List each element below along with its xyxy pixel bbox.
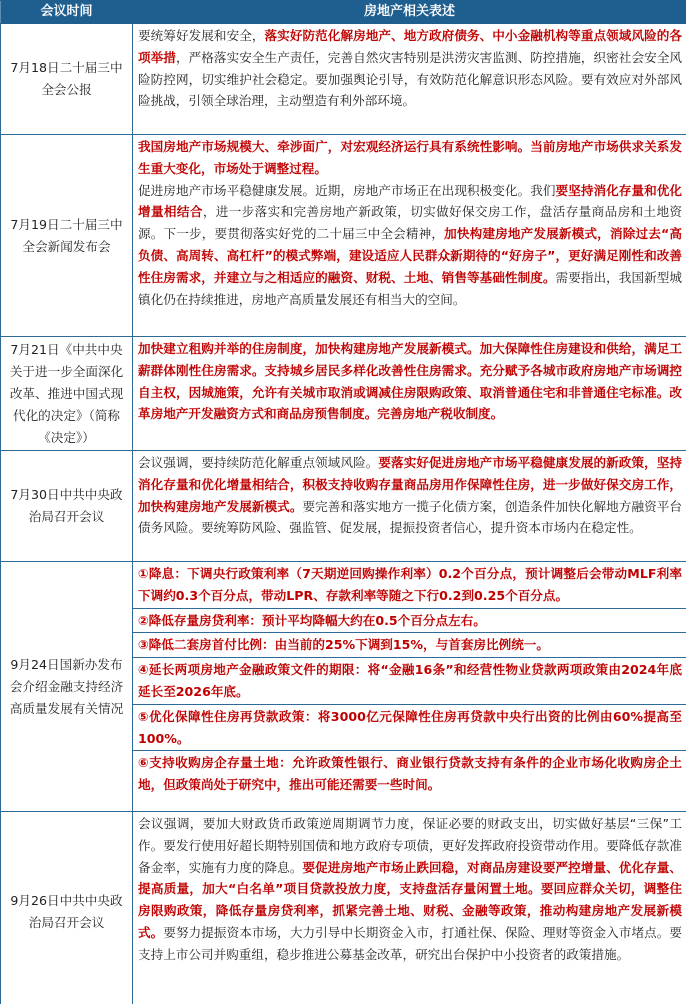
header-content: 房地产相关表述 (133, 1, 686, 24)
highlight-text: 加快构建房地产发展新模式，消除过去“高负债、高周转、高杠杆”的模式弊端，建设适应人民群众新期待的“好房子”，更好满足刚性和改善性住房需求，并建立与之相适应的融资、财税、土地、销售等基础性制度。 (138, 226, 682, 285)
policy-item: ⑤优化保障性住房再贷款政策：将3000亿元保障性住房再贷款中央行出资的比例由60%提高至100%。 (133, 704, 686, 750)
highlight-text: 要坚持消化存量和优化增量相结合 (138, 182, 683, 220)
row-date: 7月21日《中共中央关于进一步全面深化改革、推进中国式现代化的决定》（简称《决定》） (1, 337, 133, 451)
row-date: 9月24日国新办发布会介绍金融支持经济高质量发展有关情况 (1, 562, 133, 812)
policy-item: ①降息：下调央行政策利率（7天期逆回购操作利率）0.2个百分点，预计调整后会带动MLF利率下调约0.3个百分点，带动LPR、存款利率等随之下行0.2到0.25个百分点。 (138, 566, 682, 603)
body-text: 要努力提振资本市场，大力引导中长期资金入市，打通社保、保险、理财等资金入市堵点。要支持上市公司并购重组，稳步推进公募基金改革，研究出台保护中小投资者的政策措施。 (138, 924, 683, 962)
table-row (1, 24, 686, 135)
body-text: 要完善和落实地方一揽子化债方案，创造条件加快化解地方融资平台债务风险。要统筹防风险、强监管、促发展，提振投资者信心，提升资本市场内在稳定性。 (138, 498, 683, 536)
highlight-text: 要落实好促进房地产市场平稳健康发展的新政策，坚持消化存量和优化增量相结合，积极支持收购存量商品房用作保障性住房，进一步做好保交房工作，加快构建房地产发展新模式。 (138, 455, 683, 514)
body-text: 需要指出，我国新型城镇化仍在持续推进，房地产高质量发展还有相当大的空间。 (138, 269, 683, 307)
row-content (133, 135, 686, 337)
policy-item: ③降低二套房首付比例：由当前的25%下调到15%，与首套房比例统一。 (133, 632, 686, 656)
row-paragraph (138, 136, 682, 180)
table-row (1, 562, 686, 812)
table-row (1, 812, 686, 1004)
row-date: 7月18日二十届三中全会公报 (1, 24, 133, 135)
body-text: 要统筹好发展和安全， (138, 28, 265, 43)
body-text: 会议强调，要加大财政货币政策逆周期调节力度，保证必要的财政支出，切实做好基层“三保”工作。要发行使用好超长期特别国债和地方政府专项债，更好发挥政府投资带动作用。要降低存款准备金率，实施有力度的降息。 (138, 816, 682, 875)
row-paragraph (138, 180, 682, 311)
row-content (133, 337, 686, 451)
header-date: 会议时间 (1, 1, 133, 24)
table-row (1, 135, 686, 337)
highlight-text: 加快建立租购并举的住房制度，加快构建房地产发展新模式。加大保障性住房建设和供给，满足工薪群体刚性住房需求。支持城乡居民多样化改善性住房需求。充分赋予各城市政府房地产市场调控自主权，因城施策，允许有关城市取消或调减住房限购政策、取消普通住宅和非普通住宅标准。改革房地产开发融资方式和商品房预售制度。完善房地产税收制度。 (138, 341, 682, 422)
row-date: 7月19日二十届三中全会新闻发布会 (1, 135, 133, 337)
table-header-row (1, 1, 686, 24)
row-content (133, 562, 686, 812)
body-text: ，严格落实安全生产责任，完善自然灾害特别是洪涝灾害监测、防控措施，织密社会安全风险防控网，切实维护社会稳定。要加强舆论引导，有效防范化解意识形态风险。要有效应对外部风险挑战，引领全球治理，主动塑造有利外部环境。 (138, 49, 683, 109)
highlight-text: 要促进房地产市场止跌回稳，对商品房建设要严控增量、优化存量、提高质量，加大“白名单”项目贷款投放力度，支持盘活存量闲置土地。要回应群众关切，调整住房限购政策，降低存量房贷利率，抓紧完善土地、财税、金融等政策，推动构建房地产发展新模式。 (138, 859, 683, 940)
row-date: 7月30日中共中央政治局召开会议 (1, 451, 133, 562)
body-text: 促进房地产市场平稳健康发展。近期，房地产市场正在出现积极变化。我们 (138, 182, 556, 198)
policy-item: ②降低存量房贷利率：预计平均降幅大约在0.5个百分点左右。 (133, 608, 686, 632)
table-row (1, 451, 686, 562)
table-row (1, 337, 686, 451)
row-content (133, 24, 686, 135)
row-content (133, 451, 686, 562)
highlight-text: 我国房地产市场规模大、牵涉面广，对宏观经济运行具有系统性影响。当前房地产市场供求关系发生重大变化，市场处于调整过程。 (138, 139, 682, 176)
highlight-text: 落实好防范化解房地产、地方政府债务、中小金融机构等重点领域风险的各项举措 (138, 28, 683, 65)
row-content (133, 812, 686, 1004)
body-text: ，进一步落实和完善房地产新政策，切实做好保交房工作，盘活存量商品房和土地资源。下一步，要贯彻落实好党的二十届三中全会精神， (138, 204, 683, 242)
policy-item: ④延长两项房地产金融政策文件的期限：将“金融16条”和经营性物业贷款两项政策由2024年底延长至2026年底。 (133, 657, 686, 703)
row-date: 9月26日中共中央政治局召开会议 (1, 812, 133, 1004)
policy-item: ⑥支持收购房企存量土地：允许政策性银行、商业银行贷款支持有条件的企业市场化收购房企土地，但政策尚处于研究中，推出可能还需要一些时间。 (133, 750, 686, 796)
body-text: 会议强调，要持续防范化解重点领域风险。 (138, 455, 379, 470)
